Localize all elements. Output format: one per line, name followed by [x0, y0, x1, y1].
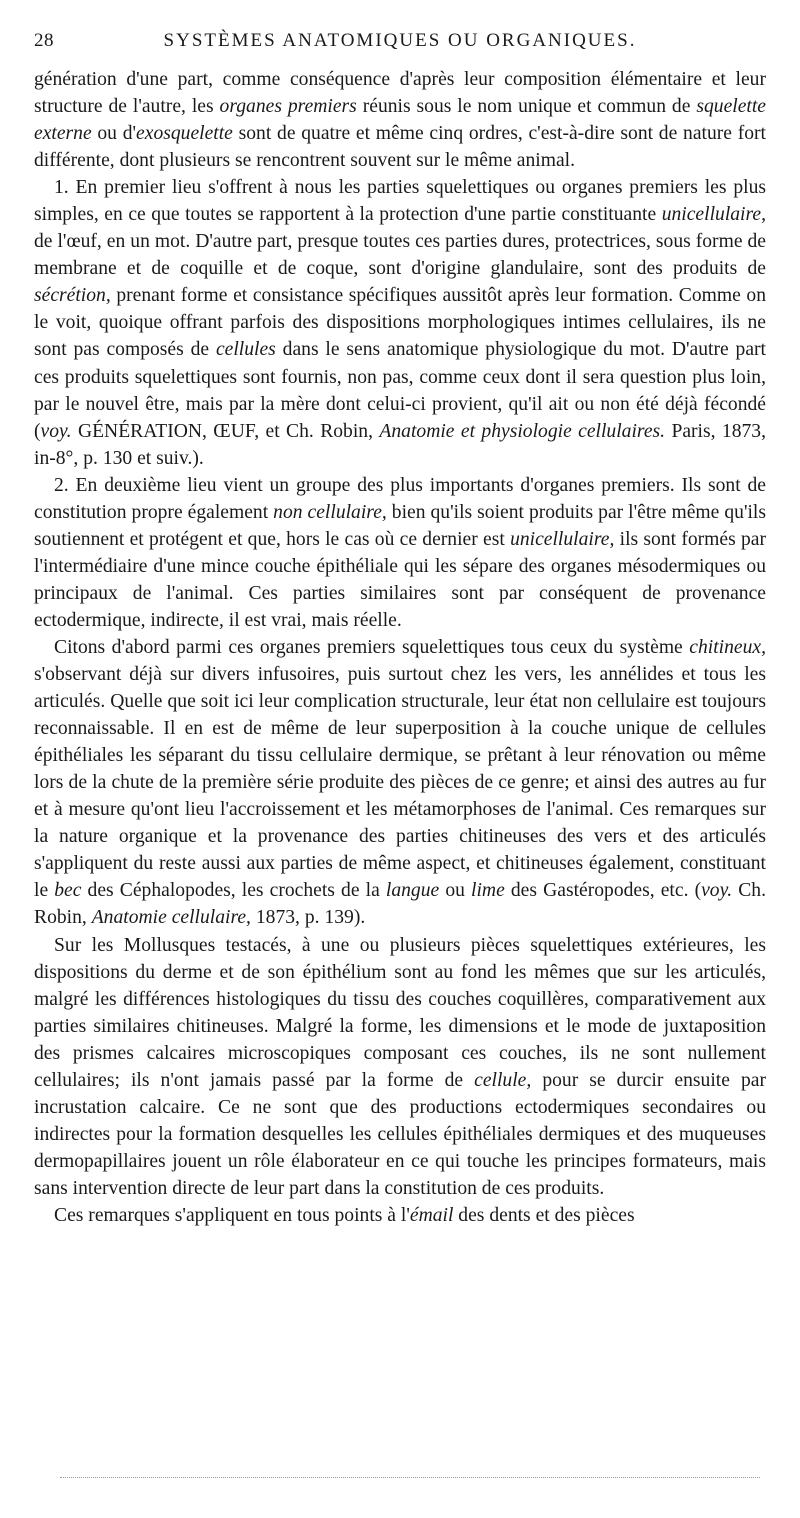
text-segment: des Céphalopodes, les crochets de la: [81, 880, 386, 902]
italic-text-segment: Anatomie et physiologie cellulaires.: [379, 420, 666, 442]
italic-text-segment: unicellulaire,: [661, 204, 766, 226]
paragraph: [34, 634, 766, 932]
text-segment: Citons d'abord parmi ces organes premiers squelettiques tous ceux du système: [54, 636, 690, 658]
italic-text-segment: non cellulaire,: [273, 501, 387, 523]
text-segment: des Gastéropodes, etc. (: [504, 880, 702, 902]
italic-text-segment: chitineux,: [689, 636, 766, 658]
italic-text-segment: langue: [385, 880, 440, 902]
paragraph: [34, 66, 766, 174]
running-title: SYSTÈMES ANATOMIQUES OU ORGANIQUES.: [163, 30, 637, 51]
text-segment: ils sont formés par l'intermédiaire d'une mince couche épithéliale qui les sépare des organes mésodermiques ou principaux de l'animal. Ces parties similaires sont par conséquent de provenance ectodermique, indirecte, il est vrai, mais réelle.: [34, 528, 767, 631]
text-segment: prenant forme et consistance spécifiques aussitôt après leur formation. Comme on le voit, quoique offrant parfois des dispositions morphologiques intimes cellulaires, ils ne sont pas composés de: [34, 285, 766, 361]
italic-text-segment: sécrétion,: [34, 285, 111, 307]
paragraph: [34, 472, 766, 634]
italic-text-segment: voy.: [701, 880, 733, 902]
bottom-dotted-rule: [60, 1477, 760, 1478]
text-segment: pour se durcir ensuite par incrustation calcaire. Ce ne sont que des productions ectodermiques secondaires ou indirectes pour la formation desquelles les cellules épithéliales dermiques et des muqueuses dermopapillaires jouent un rôle élaborateur en ce qui touche les principes formateurs, mais sans intervention directe de leur part dans la constitution de ces produits.: [34, 1069, 766, 1199]
italic-text-segment: cellules: [215, 339, 276, 361]
text-segment: ou d': [91, 123, 137, 145]
text-segment: de l'œuf, en un mot. D'autre part, presque toutes ces parties dures, protectrices, sous forme de membrane et de coquille et de coque, sont d'origine glandulaire, sont des produits de: [34, 231, 766, 280]
text-segment: Sur les Mollusques testacés, à une ou plusieurs pièces squelettiques extérieures, les dispositions du derme et de son épithélium sont au fond les mêmes que sur les articulés, malgré les différences histologiques du tissu des couches coquillères, comparativement aux parties similaires chitineuses. Malgré la forme, les dimensions et le mode de juxtaposition des prismes calcaires microscopiques composant ces couches, ils ne sont nullement cellulaires; ils n'ont jamais passé par la forme de: [34, 934, 766, 1091]
italic-text-segment: squelette externe: [34, 96, 766, 145]
italic-text-segment: unicellulaire,: [510, 528, 615, 550]
text-segment: réunis sous le nom unique et commun de: [356, 96, 697, 118]
page-header: [34, 30, 766, 64]
italic-text-segment: Anatomie cellulaire,: [91, 907, 251, 929]
italic-text-segment: cellule,: [474, 1069, 532, 1091]
text-segment: 1873, p. 139).: [250, 907, 366, 929]
text-segment: GÉNÉRATION, ŒUF, et Ch. Robin,: [71, 420, 380, 442]
italic-text-segment: organes premiers: [219, 96, 357, 118]
text-segment: des dents et des pièces: [453, 1204, 635, 1226]
body-text: [34, 66, 766, 1229]
text-segment: s'observant déjà sur divers infusoires, puis surtout chez les vers, les annélides et tous les articulés. Quelle que soit ici leur complication structurale, leur état non cellulaire est toujours reconnaissable. Il en est de même de leur superposition à la couche unique de cellules épithéliales les séparant du tissu cellulaire dermique, se prêtant à leur rénovation ou même lors de la chute de la première série produite des pièces de ce genre; et ainsi des autres au fur et à mesure qu'ont lieu l'accroissement et les métamorphoses de l'animal. Ces remarques sur la nature organique et la provenance des parties chitineuses des vers et des articulés s'appliquent du reste aussi aux parties de même aspect, et chitineuses également, constituant le: [34, 664, 766, 902]
text-segment: sont de quatre et même cinq ordres, c'est-à-dire sont de nature fort différente, dont plusieurs se rencontrent souvent sur le même animal.: [34, 123, 767, 172]
italic-text-segment: voy.: [40, 420, 72, 442]
paragraph: [34, 1202, 766, 1229]
text-segment: ou: [439, 880, 472, 902]
italic-text-segment: bec: [54, 880, 82, 902]
paragraph: [34, 932, 766, 1202]
text-segment: Paris, 1873, in-8°, p. 130 et suiv.).: [34, 420, 767, 469]
italic-text-segment: lime: [471, 880, 505, 902]
text-segment: 2. En deuxième lieu vient un groupe des plus importants d'organes premiers. Ils sont de constitution propre également: [34, 474, 766, 523]
text-segment: Ch. Robin,: [34, 880, 766, 929]
text-segment: dans le sens anatomique physiologique du mot. D'autre part ces produits squelettiques sont fournis, non pas, comme ceux dont il sera question plus loin, par le nouvel être, mais par la mère dont celui-ci provient, qu'il ait ou non été déjà fécondé (: [34, 339, 766, 442]
page-number: 28: [34, 30, 54, 51]
text-segment: génération d'une part, comme conséquence d'après leur composition élémentaire et leur structure de l'autre, les: [34, 69, 766, 118]
paragraph: [34, 174, 766, 472]
italic-text-segment: exosquelette: [136, 123, 233, 145]
italic-text-segment: émail: [409, 1204, 454, 1226]
text-segment: 1. En premier lieu s'offrent à nous les parties squelettiques ou organes premiers les plus simples, en ce que toutes se rapportent à la protection d'une partie constituante: [34, 177, 766, 226]
text-segment: Ces remarques s'appliquent en tous points à l': [54, 1204, 410, 1226]
text-segment: bien qu'ils soient produits par l'être même qu'ils soutiennent et protégent et que, hors le cas où ce dernier est: [34, 501, 766, 550]
